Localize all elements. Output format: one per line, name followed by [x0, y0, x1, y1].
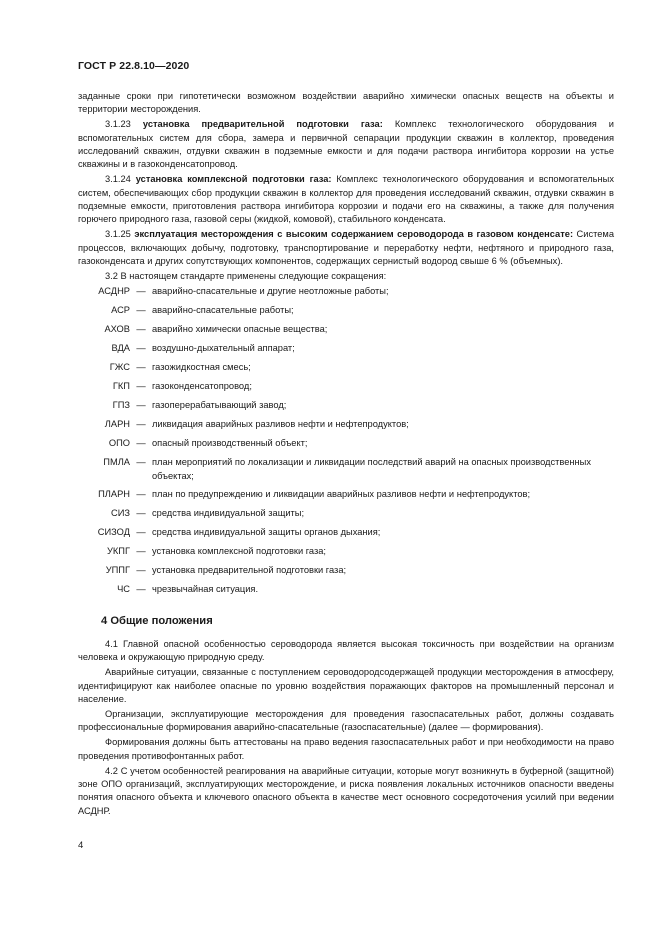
- section4-paragraph: Аварийные ситуации, связанные с поступлением сероводородсодержащей продукции месторождения в атмосферу, идентифицируют как наиболее опасные по уровню воздействия поражающих факторов на промышленный персонал и население.: [78, 667, 614, 704]
- abbreviation-term: АХОВ: [104, 324, 130, 335]
- section4-paragraph: 4.1 Главной опасной особенностью сероводорода является высокая токсичность при воздействии на организм человека и окружающую природную среду.: [78, 639, 614, 663]
- abbreviation-row: [78, 526, 614, 539]
- abbreviation-row: [78, 437, 614, 450]
- abbreviation-definition: аварийно химически опасные вещества;: [152, 324, 328, 335]
- abbreviation-term: ГПЗ: [112, 400, 130, 411]
- abbreviation-dash: —: [136, 324, 146, 335]
- abbreviation-row: [78, 456, 614, 483]
- abbreviation-term: ПЛАРН: [98, 489, 130, 500]
- abbreviation-definition: средства индивидуальной защиты органов дыхания;: [152, 527, 381, 538]
- abbreviation-definition: установка предварительной подготовки газа;: [152, 565, 347, 576]
- abbreviation-dash: —: [136, 400, 146, 411]
- term-number: 3.1.25: [105, 229, 131, 240]
- abbreviation-dash: —: [136, 305, 146, 316]
- abbreviation-term: ЛАРН: [104, 419, 130, 430]
- abbreviation-row: [78, 285, 614, 298]
- abbreviation-term: СИЗ: [110, 508, 130, 519]
- abbreviation-row: [78, 507, 614, 520]
- abbreviation-term: АСР: [111, 305, 130, 316]
- abbreviation-definition: газожидкостная смесь;: [152, 362, 251, 373]
- term-definition: Комплекс технологического оборудования и вспомогательных систем для сбора, замера и первичной сепарации продукции скважин в коллектор, проведения исследований скважин, отдувки скважин в подземные емкости и для подачи раствора ингибитора коррозии на устье скважины и в газоконденсатопровод.: [78, 119, 614, 170]
- abbreviation-dash: —: [136, 508, 146, 519]
- abbreviation-row: [78, 361, 614, 374]
- abbreviation-row: [78, 342, 614, 355]
- abbreviation-term: ВДА: [111, 343, 130, 354]
- abbreviation-dash: —: [136, 438, 146, 449]
- abbreviation-row: [78, 488, 614, 501]
- term-3-1-25: [78, 228, 614, 268]
- term-name: установка предварительной подготовки газа:: [142, 119, 383, 130]
- abbreviation-definition: газоконденсатопровод;: [152, 381, 252, 392]
- abbreviation-term: ГКП: [112, 381, 130, 392]
- abbreviation-row: [78, 564, 614, 577]
- abbreviation-definition: опасный производственный объект;: [152, 438, 308, 449]
- abbreviation-dash: —: [136, 527, 146, 538]
- term-number: 3.1.23: [105, 119, 131, 130]
- abbreviation-term: ПМЛА: [103, 457, 130, 468]
- abbreviation-definition: аварийно-спасательные работы;: [152, 305, 294, 316]
- abbreviation-dash: —: [136, 381, 146, 392]
- section4-paragraph: 4.2 С учетом особенностей реагирования на аварийные ситуации, которые могут возникнуть в буферной (защитной) зоне ОПО организаций, эксплуатирующих месторождение, и риска появления локальных источников опасности введены понятия опасного объекта и ключевого опасного объекта в качестве мест основного сосредоточения усилий при ведении АСДНР.: [78, 765, 614, 816]
- section4-paragraph: Организации, эксплуатирующие месторождения для проведения газоспасательных работ, должны создавать профессиональные формирования аварийно-спасательные (газоспасательные) (далее — формирования).: [78, 709, 614, 733]
- abbreviation-row: [78, 380, 614, 393]
- term-name: установка комплексной подготовки газа:: [135, 174, 332, 185]
- abbreviation-term: ЧС: [117, 584, 130, 595]
- abbreviation-dash: —: [136, 419, 146, 430]
- abbreviation-dash: —: [136, 565, 146, 576]
- term-3-1-23: [78, 118, 614, 171]
- term-name: эксплуатация месторождения с высоким содержанием сероводорода в газовом конденсате:: [134, 229, 574, 240]
- abbreviation-term: ГЖС: [109, 362, 130, 373]
- abbreviation-dash: —: [136, 489, 146, 500]
- term-number: 3.1.24: [105, 174, 131, 185]
- abbreviation-row: [78, 418, 614, 431]
- abbreviation-term: УКПГ: [106, 546, 130, 557]
- abbreviation-term: СИЗОД: [97, 527, 130, 538]
- abbreviation-row: [78, 323, 614, 336]
- abbreviation-definition: установка комплексной подготовки газа;: [152, 546, 327, 557]
- document-body: [78, 90, 614, 820]
- section-title: 4 Общие положения: [101, 614, 213, 627]
- abbreviations-intro: 3.2 В настоящем стандарте применены следующие сокращения:: [105, 271, 387, 282]
- abbreviation-row: [78, 399, 614, 412]
- standard-header: ГОСТ Р 22.8.10—2020: [78, 60, 190, 72]
- abbreviation-definition: план мероприятий по локализации и ликвидации последствий аварий на опасных производственных объектах;: [152, 457, 591, 481]
- abbreviation-dash: —: [136, 546, 146, 557]
- abbreviation-row: [78, 545, 614, 558]
- term-definition: Система процессов, включающих добычу, подготовку, транспортирование и переработку нефти, нефтяного и природного газа, газоконденсата и других сопутствующих компонентов, содержащих сернистый водород свыше 6 % (объемных).: [78, 229, 614, 266]
- abbreviation-definition: газоперерабатывающий завод;: [152, 400, 287, 411]
- abbreviation-dash: —: [136, 286, 146, 297]
- abbreviation-definition: воздушно-дыхательный аппарат;: [152, 343, 295, 354]
- abbreviation-row: [78, 304, 614, 317]
- abbreviation-term: УППГ: [105, 565, 130, 576]
- abbreviation-definition: средства индивидуальной защиты;: [152, 508, 305, 519]
- abbreviations-list: [78, 285, 614, 596]
- intro-continuation: заданные сроки при гипотетически возможном воздействии аварийно химически опасных веществ на объекты и территории месторождения.: [78, 91, 614, 115]
- abbreviation-definition: ликвидация аварийных разливов нефти и нефтепродуктов;: [152, 419, 409, 430]
- abbreviation-dash: —: [136, 584, 146, 595]
- abbreviation-dash: —: [136, 457, 146, 468]
- abbreviation-definition: план по предупреждению и ликвидации аварийных разливов нефти и нефтепродуктов;: [152, 489, 531, 500]
- term-3-1-24: [78, 173, 614, 226]
- abbreviation-dash: —: [136, 343, 146, 354]
- abbreviation-definition: аварийно-спасательные и другие неотложные работы;: [152, 286, 389, 297]
- abbreviation-definition: чрезвычайная ситуация.: [152, 584, 259, 595]
- abbreviation-term: ОПО: [108, 438, 130, 449]
- page-number: 4: [78, 840, 84, 851]
- term-definition: Комплекс технологического оборудования и вспомогательных систем, обеспечивающих сбор продукции скважин в коллектор для проведения исследований скважин, отдувки скважин в подземные емкости, приготовления раствора ингибитора коррозии и подачи его на скважины, а также для получения горючего природного газа, газовой серы (жидкой, комовой), стабильного конденсата.: [78, 174, 614, 225]
- section4-paragraph: Формирования должны быть аттестованы на право ведения газоспасательных работ и при необходимости на право проведения противофонтанных работ.: [78, 737, 614, 761]
- abbreviation-dash: —: [136, 362, 146, 373]
- abbreviation-row: [78, 583, 614, 596]
- abbreviation-term: АСДНР: [98, 286, 130, 297]
